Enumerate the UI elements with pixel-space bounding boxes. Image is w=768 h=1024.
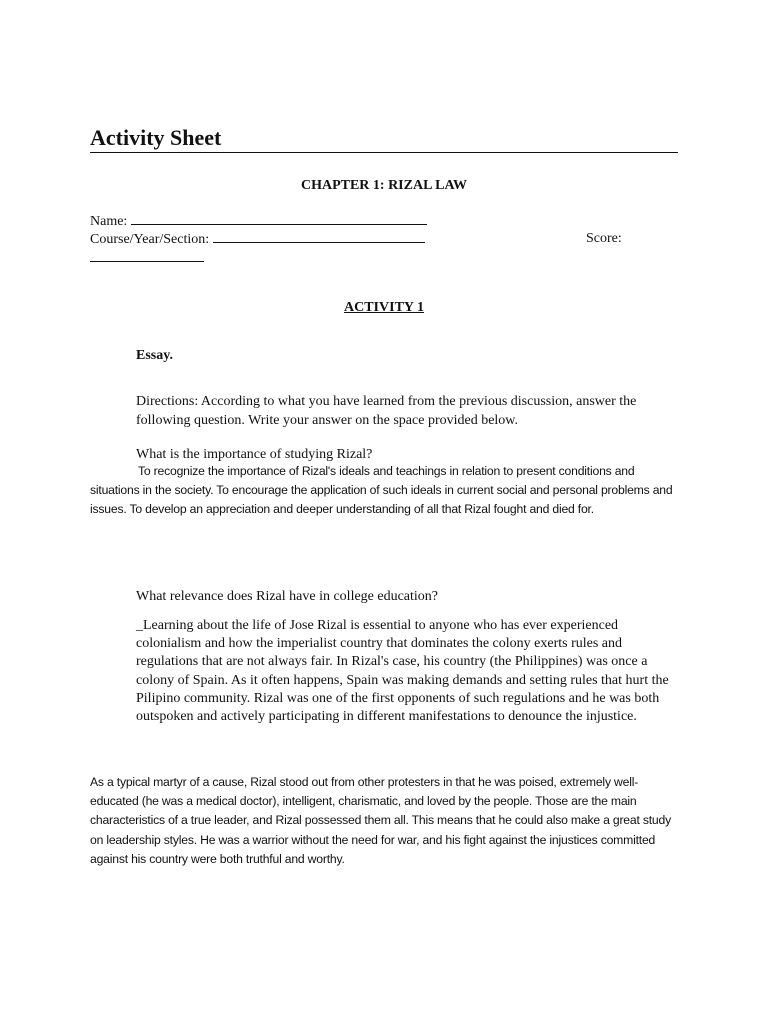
chapter-heading: CHAPTER 1: RIZAL LAW bbox=[300, 178, 468, 193]
score-blank[interactable] bbox=[90, 249, 204, 262]
name-blank[interactable] bbox=[131, 212, 427, 225]
title-divider bbox=[90, 152, 678, 153]
activity-title: ACTIVITY 1 bbox=[344, 300, 424, 315]
name-field bbox=[90, 212, 427, 231]
closing-paragraph: As a typical martyr of a cause, Rizal stood out from other protesters in that he was poised, extremely well-educated (he was a medical doctor), intelligent, charismatic, and loved by the people. Those are the main characteristics of a true leader, and Rizal possessed them all. This means that he could also make a great study on leadership styles. He was a warrior without the need for war, and his fight against the injustices committed against his country were both truthful and worthy. bbox=[90, 775, 671, 866]
course-label: Course/Year/Section: bbox=[90, 232, 210, 247]
question-2: What relevance does Rizal have in college education? bbox=[136, 589, 439, 604]
directions-text: Directions: According to what you have learned from the previous discussion, answer the following question. Write your answer on the space provided below. bbox=[136, 394, 637, 428]
answer-2[interactable]: _Learning about the life of Jose Rizal is essential to anyone who has ever experienced colonialism and how the imperialist country that dominates the colony exerts rules and regulations that are not always fair. In Rizal's case, his country (the Philippines) was once a colony of Spain. As it often happens, Spain was making demands and setting rules that hurt the Pilipino community. Rizal was one of the first opponents of such regulations and he was both outspoken and actively participating in different manifestations to denounce the injustice. bbox=[136, 618, 669, 725]
name-label: Name: bbox=[90, 214, 128, 229]
activity-type: Essay. bbox=[136, 348, 173, 363]
score-label: Score: bbox=[586, 231, 622, 246]
answer-1[interactable]: To recognize the importance of Rizal's ideals and teachings in relation to present conditions and situations in the society. To encourage the application of such ideals in current social and personal problems and issues. To develop an appreciation and deeper understanding of all that Rizal fought and died for. bbox=[90, 464, 673, 517]
page-title: Activity Sheet bbox=[90, 125, 222, 150]
course-blank[interactable] bbox=[213, 230, 425, 243]
course-field bbox=[90, 230, 425, 249]
question-1: What is the importance of studying Rizal? bbox=[136, 447, 373, 462]
score-blank-wrap bbox=[90, 249, 204, 267]
score-field bbox=[586, 230, 622, 248]
